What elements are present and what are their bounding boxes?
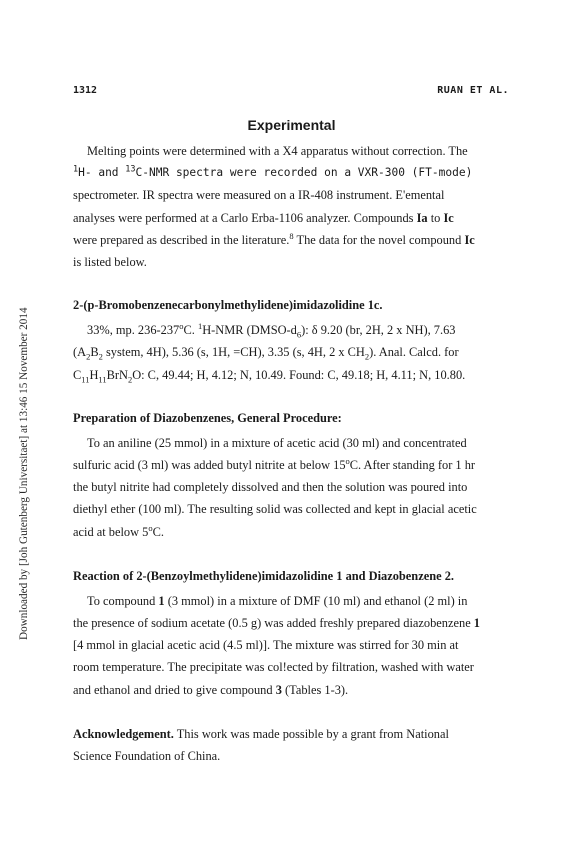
text-span: were prepared as described in the literature. — [73, 232, 290, 247]
subscript: 11 — [81, 374, 90, 385]
text-span: is listed below. — [73, 255, 147, 270]
subscript: 2 — [98, 351, 103, 362]
text-span: The data for the novel compound — [293, 232, 465, 247]
reaction-line — [73, 656, 510, 678]
text-span: Science Foundation of China. — [73, 749, 221, 764]
text-span: acid at below 5 — [73, 524, 149, 539]
reference-superscript: 8 — [289, 230, 294, 241]
text-span: C — [73, 367, 82, 382]
text-span: the presence of sodium acetate (0.5 g) was added freshly prepared diazobenzene — [73, 616, 474, 631]
reaction-section — [73, 566, 510, 701]
text-span: [4 mmol in glacial acetic acid (4.5 ml)]. The mixture was stirred for 30 min at — [73, 638, 459, 653]
intro-line — [73, 207, 510, 229]
text-span: H — [89, 367, 99, 382]
spacer — [73, 386, 510, 408]
text-span: H-NMR (DMSO-d — [202, 323, 297, 338]
text-span: Melting points were determined with a X4 apparatus without correction. The — [87, 144, 468, 158]
reaction-line — [73, 612, 510, 634]
text-span: BrN — [106, 367, 128, 382]
text-span: (A — [73, 345, 87, 360]
reaction-line — [73, 679, 510, 701]
spacer — [73, 273, 510, 295]
text-span: the butyl nitrite had completely dissolved and then the solution was poured into — [73, 480, 468, 495]
subscript: 6 — [296, 329, 302, 340]
download-watermark: Downloaded by [Joh Gutenberg Universitaet] at 13:46 15 November 2014 — [18, 307, 30, 640]
text-span: To compound — [87, 593, 159, 608]
text-span: system, 4H), 5.36 (s, 1H, =CH), 3.35 (s, 4H, 2 x CH — [102, 345, 365, 360]
compound-heading: 2-(p-Bromobenzenecarbonylmethylidene)imidazolidine 1c. — [73, 298, 383, 313]
superscript: 1 — [73, 164, 79, 175]
text-span: H- and — [78, 166, 126, 180]
text-span: C. — [152, 524, 164, 539]
reaction-line — [73, 590, 510, 612]
diazo-line — [73, 521, 510, 543]
compound-section — [73, 295, 510, 386]
text-span: to — [427, 210, 444, 225]
text-span: and ethanol and dried to give compound — [73, 682, 276, 697]
text-span: O: C, 49.44; H, 4.12; N, 10.49. Found: C, 49.18; H, 4.11; N, 10.80. — [132, 367, 466, 382]
subscript: 2 — [364, 351, 370, 362]
article-body — [73, 117, 510, 767]
text-span: ): δ 9.20 (br, 2H, 2 x NH), 7.63 — [301, 323, 456, 338]
text-span: To an aniline (25 mmol) in a mixture of acetic acid (30 ml) and concentrated — [87, 435, 467, 450]
intro-line — [73, 162, 510, 184]
compound-line — [73, 364, 510, 386]
subscript: 2 — [86, 351, 91, 362]
diazo-line — [73, 476, 510, 498]
intro-line — [73, 184, 510, 206]
superscript: 13 — [125, 164, 136, 175]
text-span: sulfuric acid (3 ml) was added butyl nitrite at below 15 — [73, 458, 346, 473]
text-span: ). Anal. Calcd. for — [369, 345, 459, 360]
intro-line — [73, 140, 510, 162]
compound-line — [73, 341, 510, 363]
intro-line — [73, 229, 510, 251]
spacer — [73, 543, 510, 566]
spacer — [73, 701, 510, 723]
reaction-line — [73, 634, 510, 656]
running-authors: RUAN ET AL. — [437, 85, 509, 96]
text-span: room temperature. The precipitate was col!ected by filtration, washed with water — [73, 660, 474, 675]
ack-line — [73, 745, 510, 767]
diazo-line — [73, 454, 510, 476]
text-span: C-NMR spectra were recorded on a VXR-300 (FT-mode) — [135, 166, 473, 180]
ack-label: Acknowledgement. — [73, 726, 174, 741]
intro-line — [73, 251, 510, 273]
diazo-line — [73, 432, 510, 454]
compound-label: 1 — [473, 616, 480, 631]
compound-label: 1 — [158, 593, 165, 608]
text-span: C. — [183, 323, 198, 338]
degree-mark: o — [345, 455, 350, 466]
superscript: 1 — [197, 321, 203, 332]
diazo-section — [73, 408, 510, 543]
ack-line — [73, 723, 510, 745]
intro-paragraph — [73, 140, 510, 273]
page-number: 1312 — [73, 85, 98, 96]
compound-label: Ia — [416, 210, 428, 225]
text-span: This work was made possible by a grant from National — [173, 726, 449, 741]
subscript: 11 — [98, 374, 107, 385]
text-span: B — [90, 345, 99, 360]
diazo-heading: Preparation of Diazobenzenes, General Procedure: — [73, 410, 342, 425]
compound-line — [73, 319, 510, 341]
section-title: Experimental — [247, 117, 336, 133]
text-span: (3 mmol) in a mixture of DMF (10 ml) and ethanol (2 ml) in — [164, 593, 468, 608]
compound-label: 3 — [275, 682, 282, 697]
text-span: C. After standing for 1 hr — [349, 458, 476, 473]
reaction-heading: Reaction of 2-(Benzoylmethylidene)imidazolidine 1 and Diazobenzene 2. — [73, 568, 454, 583]
subscript: 2 — [127, 374, 133, 385]
text-span: analyses were performed at a Carlo Erba-1106 analyzer. Compounds — [73, 210, 417, 225]
degree-mark: o — [148, 522, 153, 533]
text-span: 33%, mp. 236-237 — [87, 323, 180, 338]
compound-label: Ic — [464, 232, 475, 247]
diazo-line — [73, 498, 510, 520]
degree-mark: o — [179, 321, 184, 332]
text-span: spectrometer. IR spectra were measured on a IR-408 instrument. E'emental — [73, 188, 445, 203]
text-span: diethyl ether (100 ml). The resulting solid was collected and kept in glacial acetic — [73, 502, 477, 517]
acknowledgement-section — [73, 723, 510, 767]
compound-label: Ic — [443, 210, 454, 225]
text-span: (Tables 1-3). — [281, 682, 349, 697]
